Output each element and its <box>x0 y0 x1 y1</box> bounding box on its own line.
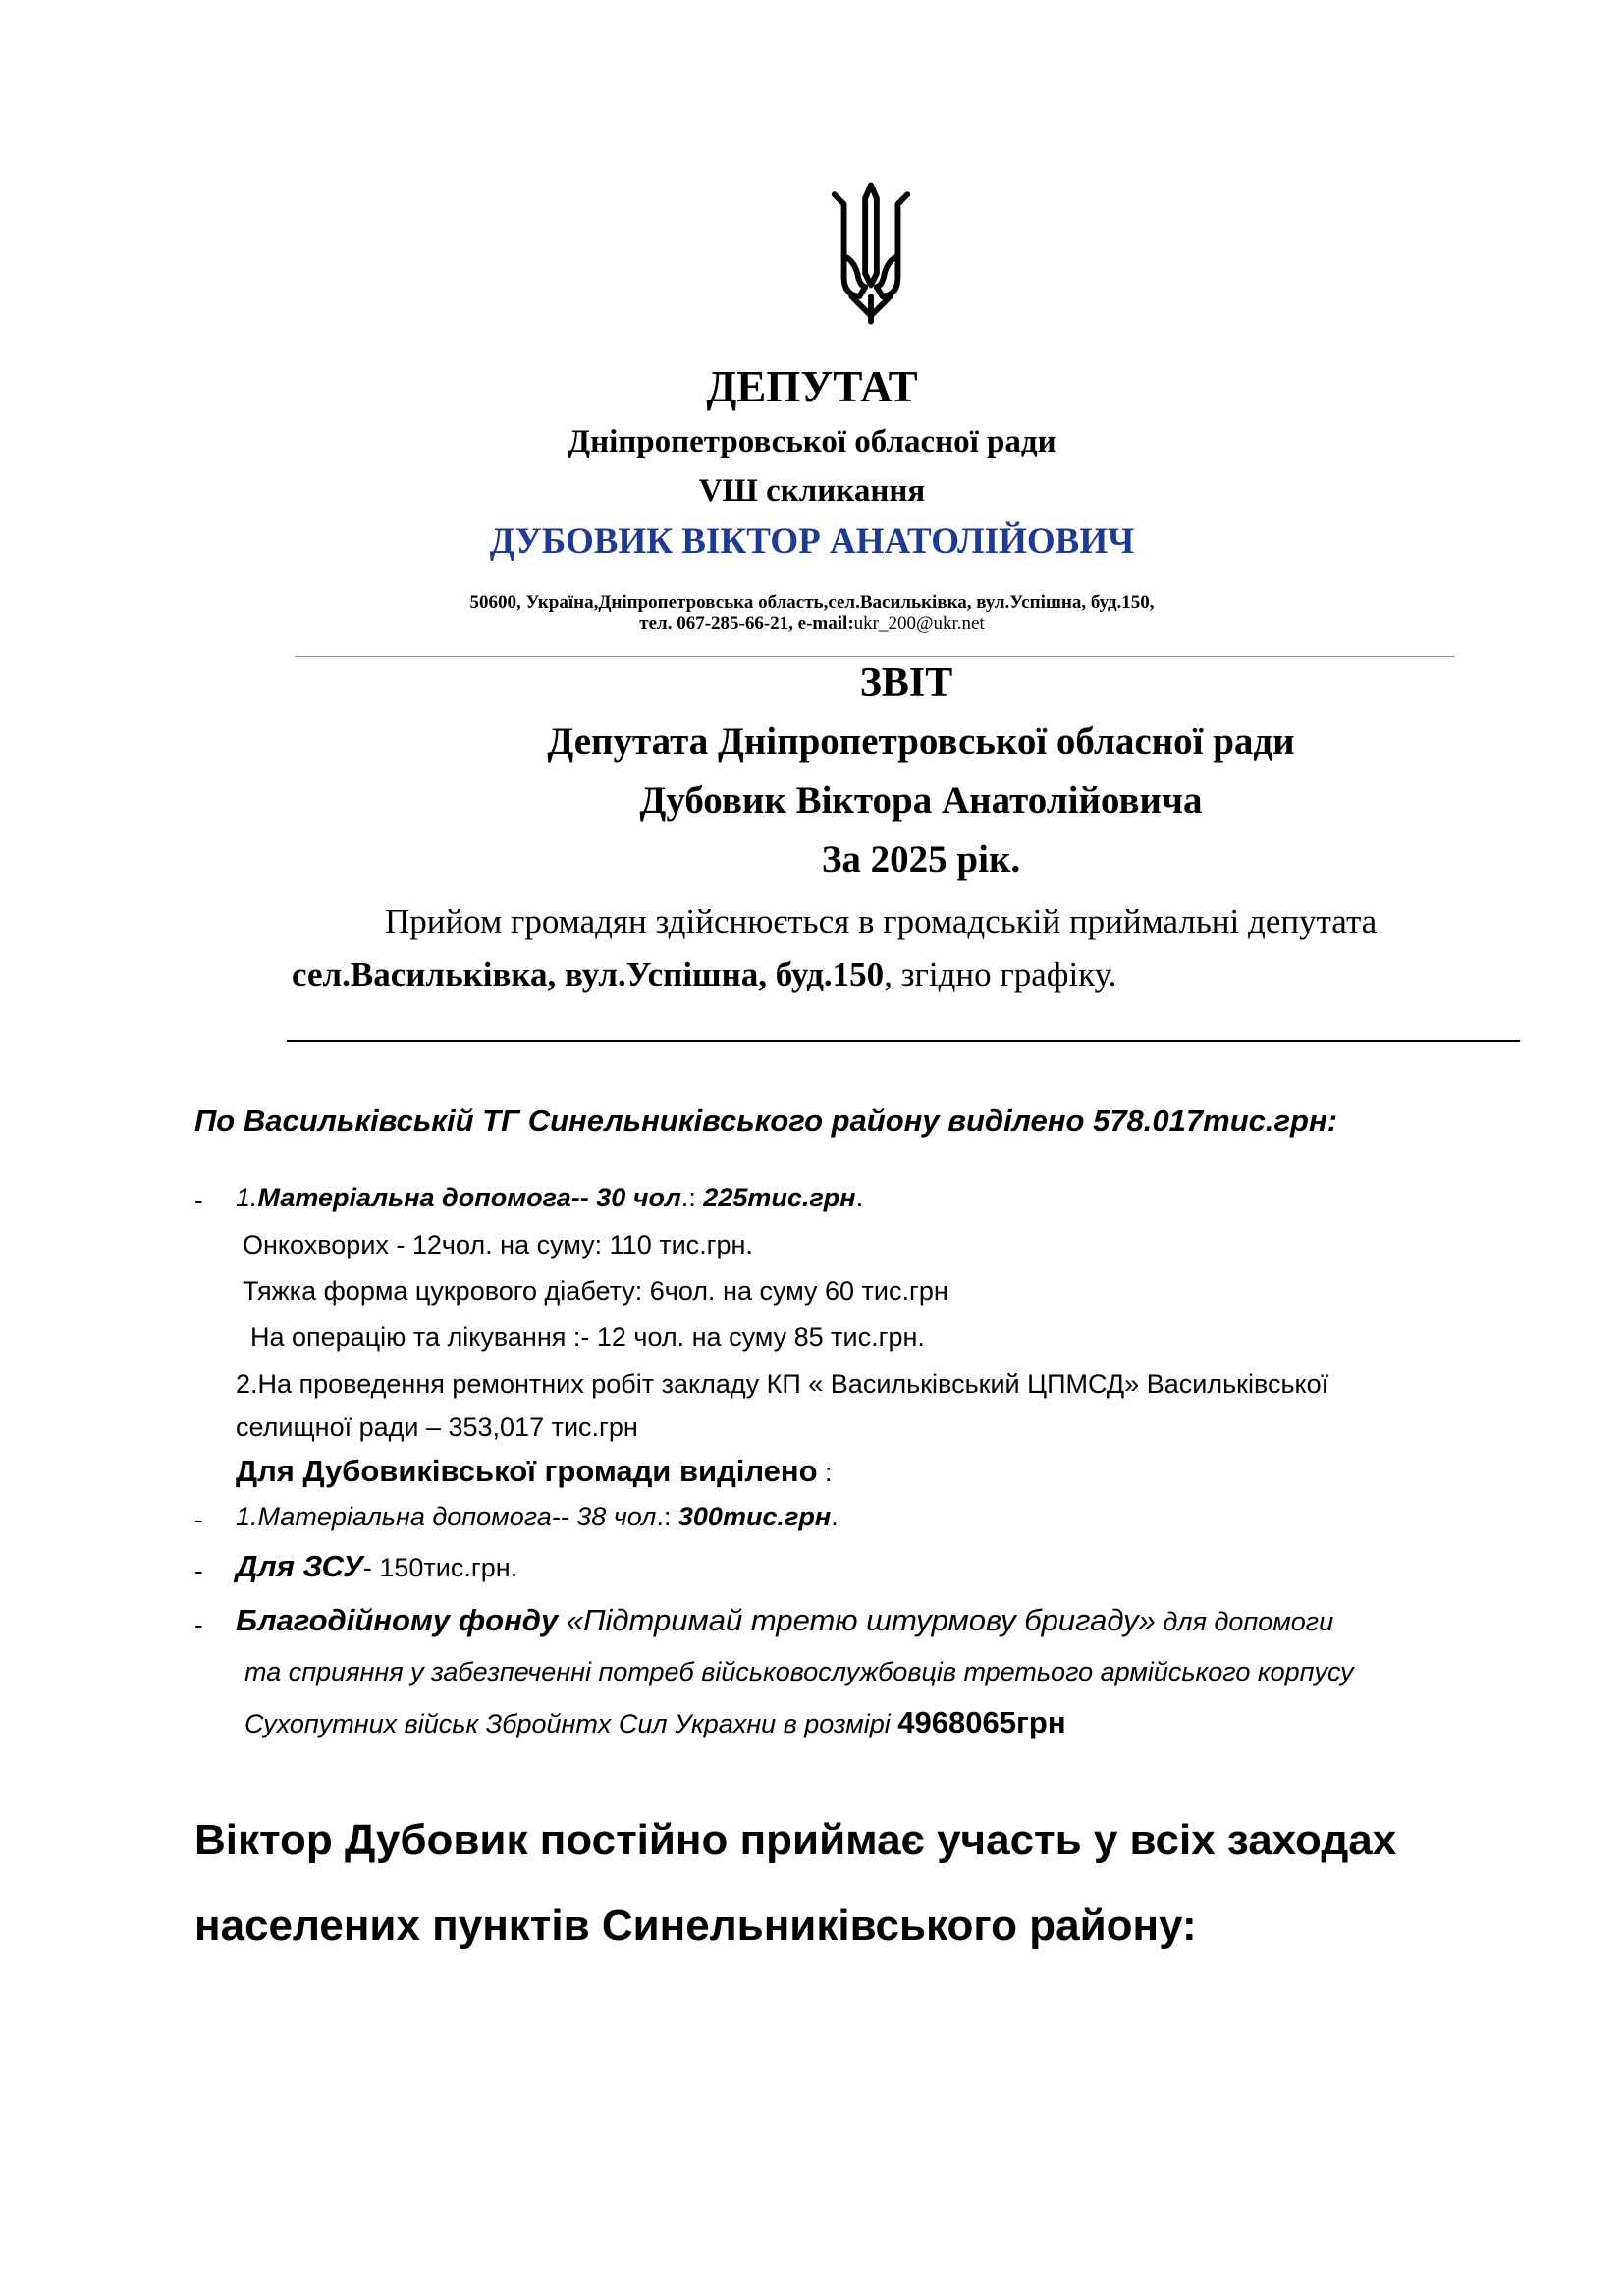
phone-label: тел. 067-285-66-21, e-mail: <box>639 614 854 634</box>
zsu-label: Для ЗСУ <box>236 1549 363 1583</box>
reception-place: сел.Васильківка, вул.Успішна, буд.150 <box>292 955 885 993</box>
zsu-amount: - 150тис.грн. <box>362 1553 518 1582</box>
report-title: ЗВІТ <box>859 661 953 706</box>
item-amount: 300тис.грн <box>677 1502 832 1531</box>
closing-line2: населених пунктів Синельниківського району: <box>194 1901 1197 1949</box>
fund-line2: та сприяння у забезпеченні потреб військовослужбовців третього армійського корпусу <box>244 1657 1354 1686</box>
list-item-repair-line1: 2.На проведення ремонтних робіт закладу КП « Васильківський ЦПМСД» Васильківської <box>236 1369 1329 1399</box>
sub-item-diabetes: Тяжка форма цукрового діабету: 6чол. на суму 60 тис.грн <box>243 1276 948 1306</box>
header-title: ДЕПУТАТ <box>706 362 918 411</box>
fund-label: Благодійному фонду <box>236 1603 559 1637</box>
header-council: Дніпропетровської обласної ради <box>568 424 1056 459</box>
report-subtitle-council: Депутата Дніпропетровської обласної ради <box>547 721 1295 763</box>
fund-line3-text: Сухопутних військ Збройнтх Сил Украхни в розмірі <box>244 1709 898 1738</box>
list-item-repair-line2: селищної ради – 353,017 тис.грн <box>236 1413 638 1442</box>
report-year: За 2025 рік. <box>821 838 1021 881</box>
list-item-dubovyky-aid <box>236 1502 839 1532</box>
fund-line3 <box>244 1705 1066 1740</box>
item-end: . <box>831 1502 839 1531</box>
dubovyky-heading-text: Для Дубовиківської громади виділено <box>236 1454 818 1488</box>
item-label: Матеріальна допомога-- 30 чол <box>257 1183 681 1212</box>
fund-name: «Підтримай третю штурмову бригаду» <box>558 1603 1156 1637</box>
section-heading: По Васильківській ТГ Синельниківського району виділено 578.017тис.грн: <box>194 1103 1338 1138</box>
closing-line1: Віктор Дубовик постійно приймає участь у всіх заходах <box>194 1816 1397 1864</box>
item-amount: 225тис.грн <box>703 1183 856 1212</box>
list-dash: - <box>194 1556 203 1585</box>
sub-item-surgery: На операцію та лікування :- 12 чол. на суму 85 тис.грн. <box>250 1322 925 1352</box>
reception-tail: , згідно графіку. <box>884 955 1117 993</box>
header-divider <box>295 656 1455 657</box>
item-label: 1.Матеріальна допомога-- 38 чол <box>236 1502 657 1531</box>
list-dash: - <box>194 1610 203 1639</box>
list-item-material-aid <box>236 1183 863 1213</box>
report-subtitle-name: Дубовик Віктора Анатолійовича <box>639 779 1203 822</box>
item-number: 1. <box>236 1183 258 1212</box>
item-colon: .: <box>656 1502 678 1531</box>
list-dash: - <box>194 1505 203 1534</box>
header-address: 50600, Україна,Дніпропетровська область,сел.Васильківка, вул.Успішна, буд.150, <box>469 592 1155 613</box>
item-colon: .: <box>680 1183 704 1212</box>
header-convocation: VШ скликання <box>698 473 926 508</box>
email-link[interactable]: ukr_200@ukr.net <box>853 614 985 634</box>
dubovyky-heading-colon: : <box>817 1458 833 1487</box>
dubovyky-heading <box>236 1454 833 1489</box>
deputy-name: ДУБОВИК ВІКТОР АНАТОЛІЙОВИЧ <box>489 521 1135 561</box>
sub-item-oncology: Онкохворих - 12чол. на суму: 110 тис.грн. <box>243 1230 753 1259</box>
reception-paragraph <box>292 895 1519 1001</box>
header-contacts <box>0 614 1624 635</box>
item-end: . <box>855 1183 864 1212</box>
list-dash: - <box>194 1186 203 1215</box>
fund-amount: 4968065грн <box>897 1705 1066 1739</box>
list-item-fund <box>236 1603 1333 1638</box>
list-item-zsu <box>236 1549 517 1584</box>
reception-intro: Прийом громадян здійснюється в громадській приймальні депутата <box>385 902 1378 940</box>
fund-purpose: для допомоги <box>1155 1607 1334 1636</box>
report-divider <box>287 1040 1520 1042</box>
tryzub-icon <box>823 179 919 328</box>
